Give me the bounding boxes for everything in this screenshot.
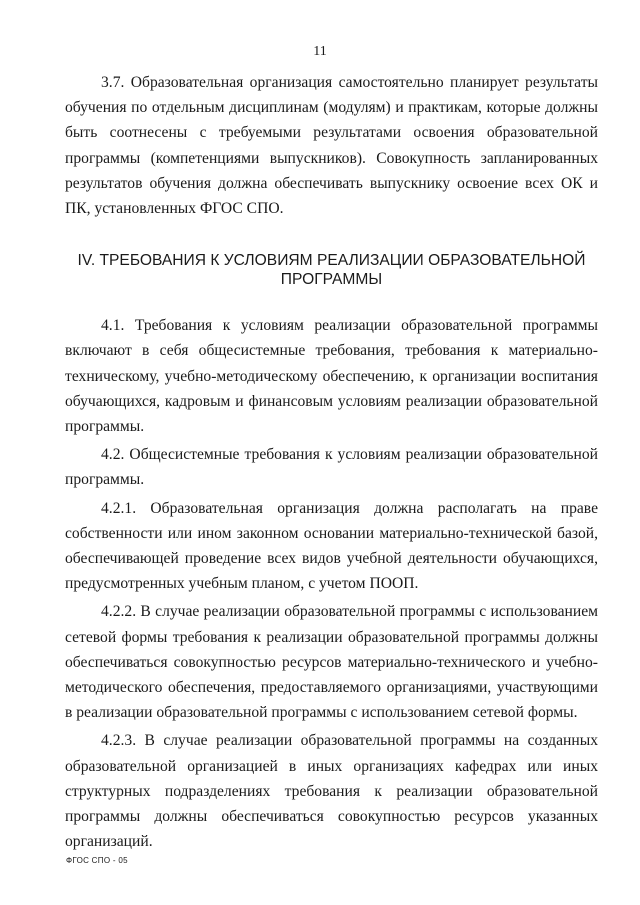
section-title-line-1: IV. ТРЕБОВАНИЯ К УСЛОВИЯМ РЕАЛИЗАЦИИ ОБРАЗОВАТЕЛЬНОЙ bbox=[77, 252, 586, 270]
section-title-line-2: ПРОГРАММЫ bbox=[280, 271, 383, 289]
page-number: 11 bbox=[313, 44, 327, 59]
paragraph-4-2-3: 4.2.3. В случае реализации образовательной программы на созданных образовательной организацией в иных организациях кафедрах или иных структурных подразделениях требования к реализации образовательной программы должны обеспечиваться совокупностью ресурсов указанных организаций. bbox=[65, 732, 598, 851]
paragraph-4-2-1: 4.2.1. Образовательная организация должна располагать на праве собственности или ином законном основании материально-технической базой, обеспечивающей проведение всех видов учебной деятельности обучающихся, предусмотренных учебным планом, с учетом ПООП. bbox=[65, 499, 598, 593]
document-body bbox=[65, 70, 598, 857]
section-title bbox=[65, 251, 598, 289]
paragraph-3-7: 3.7. Образовательная организация самостоятельно планирует результаты обучения по отдельным дисциплинам (модулям) и практикам, которые должны быть соотнесены с требуемыми результатами освоения образовательной программы (компетенциями выпускников). Совокупность запланированных результатов обучения должна обеспечивать выпускнику освоение всех ОК и ПК, установленных ФГОС СПО. bbox=[65, 74, 598, 218]
paragraph-4-2-2: 4.2.2. В случае реализации образовательной программы с использованием сетевой формы требования к реализации образовательной программы должны обеспечиваться совокупностью ресурсов материально-технического и учебно-методического обеспечения, предоставляемого организациями, участвующими в реализации образовательной программы с использованием сетевой формы. bbox=[65, 603, 598, 722]
paragraph-4-2: 4.2. Общесистемные требования к условиям реализации образовательной программы. bbox=[65, 446, 598, 489]
paragraph-4-1: 4.1. Требования к условиям реализации образовательной программы включают в себя общесистемные требования, требования к материально-техническому, учебно-методическому обеспечению, к организации воспитания обучающихся, кадровым и финансовым условиям реализации образовательной программы. bbox=[65, 317, 598, 436]
page-footer: ФГОС СПО - 05 bbox=[66, 856, 128, 865]
